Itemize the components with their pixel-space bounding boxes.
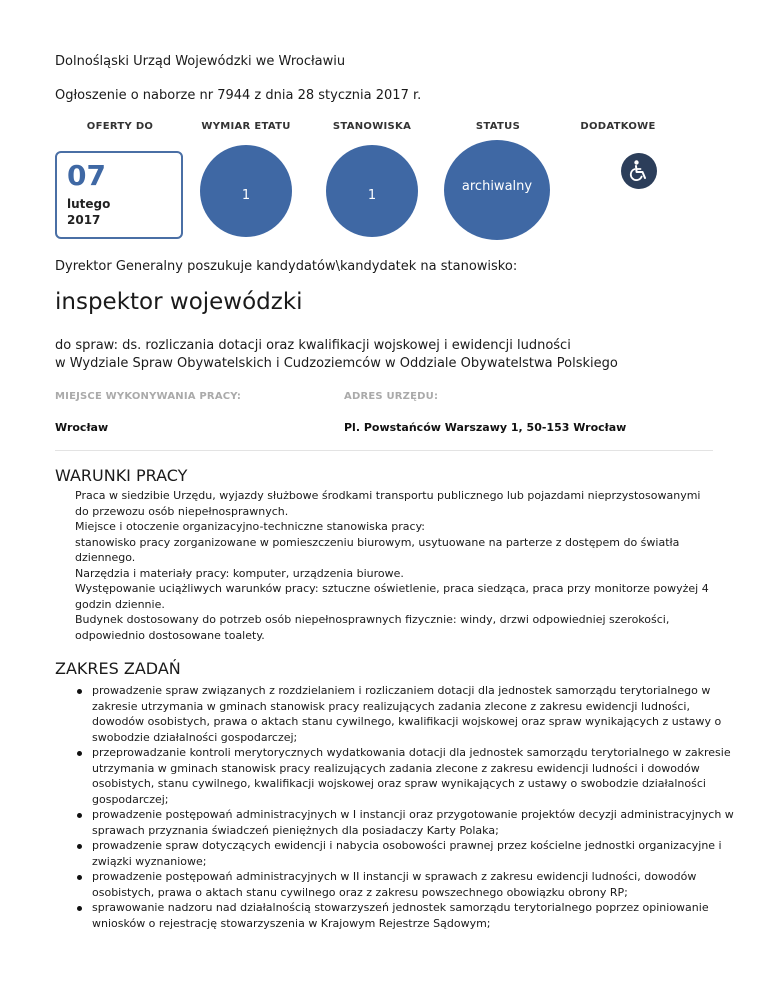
tasks-heading: ZAKRES ZADAŃ (55, 659, 181, 678)
conditions-text (75, 488, 715, 643)
job-scope: do spraw: ds. rozliczania dotacji oraz kwalifikacji wojskowej i ewidencji ludności (55, 338, 571, 353)
recruiter-intro: Dyrektor Generalny poszukuje kandydatów\kandydatek na stanowisko: (55, 259, 518, 274)
deadline-date-box (55, 151, 183, 239)
office-address-value: Pl. Powstańców Warszawy 1, 50-153 Wrocław (344, 421, 627, 434)
office-name: Dolnośląski Urząd Wojewódzki we Wrocławiu (55, 54, 346, 69)
positions-value: 1 (367, 188, 377, 203)
office-address-label: ADRES URZĘDU: (344, 391, 439, 402)
deadline-month: lutego (67, 197, 111, 211)
workplace-value: Wrocław (55, 421, 109, 434)
wheelchair-accessible-icon (621, 153, 657, 189)
conditions-line: Budynek dostosowany do potrzeb osób niepełnosprawnych fizycznie: windy, drzwi odpowiedniej szerokości, odpowiednio dostosowane toalety. (75, 613, 670, 642)
divider (55, 450, 713, 451)
job-title: inspektor wojewódzki (55, 289, 303, 315)
task-item: przeprowadzanie kontroli merytorycznych wydatkowania dotacji dla jednostek samorządu terytorialnego w zakresie utrzymania w gminach stanowisk pracy realizujących zadania zlecone z zakresu ewidencji ludności i dowodów osobistych, stanu cywilnego, kwalifikacji wojskowej oraz spraw wynikających z ustawy o swobodzie działalności gospodarczej; (75, 745, 740, 807)
task-item: sprawowanie nadzoru nad działalnością stowarzyszeń jednostek samorządu terytorialnego poprzez opiniowanie wniosków o rejestrację stowarzyszenia w Krajowym Rejestrze Sądowym; (75, 900, 740, 931)
header-status: STATUS (475, 121, 521, 132)
deadline-year: 2017 (67, 213, 101, 227)
positions-circle (326, 145, 418, 237)
header-deadline: OFERTY DO (86, 121, 154, 132)
header-extra: DODATKOWE (580, 121, 656, 132)
announcement-number: Ogłoszenie o naborze nr 7944 z dnia 28 stycznia 2017 r. (55, 88, 422, 103)
conditions-line: Narzędzia i materiały pracy: komputer, urządzenia biurowe. (75, 566, 404, 580)
tasks-list (55, 683, 740, 931)
header-fte: WYMIAR ETATU (201, 121, 291, 132)
conditions-line: Miejsce i otoczenie organizacyjno-techniczne stanowiska pracy: (75, 520, 426, 533)
job-department: w Wydziale Spraw Obywatelskich i Cudzoziemców w Oddziale Obywatelstwa Polskiego (55, 356, 618, 371)
task-item: prowadzenie spraw dotyczących ewidencji i nabycia osobowości prawnej przez kościelne jednostki organizacyjne i związki wyznaniowe; (75, 838, 740, 869)
conditions-line: stanowisko pracy zorganizowane w pomieszczeniu biurowym, usytuowane na parterze z dostępem do światła dziennego. (75, 535, 680, 564)
header-positions: STANOWISKA (332, 121, 412, 132)
conditions-line: Praca w siedzibie Urzędu, wyjazdy służbowe środkami transportu publicznego lub pojazdami nieprzystosowanymi do przewozu osób niepełnosprawnych. (75, 489, 701, 518)
deadline-day: 07 (67, 159, 106, 192)
status-circle (444, 140, 550, 240)
task-item: prowadzenie postępowań administracyjnych w I instancji oraz przygotowanie projektów decyzji administracyjnych w sprawach przyznania świadczeń pieniężnych dla posiadaczy Karty Polaka; (75, 807, 740, 838)
fte-circle (200, 145, 292, 237)
workplace-label: MIEJSCE WYKONYWANIA PRACY: (55, 391, 242, 402)
conditions-line: Występowanie uciążliwych warunków pracy: sztuczne oświetlenie, praca siedząca, praca przy monitorze powyżej 4 godzin dziennie. (75, 582, 709, 611)
conditions-heading: WARUNKI PRACY (55, 466, 188, 485)
fte-value: 1 (241, 188, 251, 203)
task-item: prowadzenie postępowań administracyjnych w II instancji w sprawach z zakresu ewidencji ludności, dowodów osobistych, prawa o aktach stanu cywilnego oraz z zakresu powszechnego obowiązku obrony RP; (75, 869, 740, 900)
status-value: archiwalny (461, 179, 533, 194)
task-item: prowadzenie spraw związanych z rozdzielaniem i rozliczaniem dotacji dla jednostek samorządu terytorialnego w zakresie utrzymania w gminach stanowisk pracy realizujących zadania zlecone z zakresu ewidencji ludności, dowodów osobistych, prawa o aktach stanu cywilnego, kwalifikacji wojskowej oraz spraw wynikających z ustawy o swobodzie działalności gospodarczej; (75, 683, 740, 745)
